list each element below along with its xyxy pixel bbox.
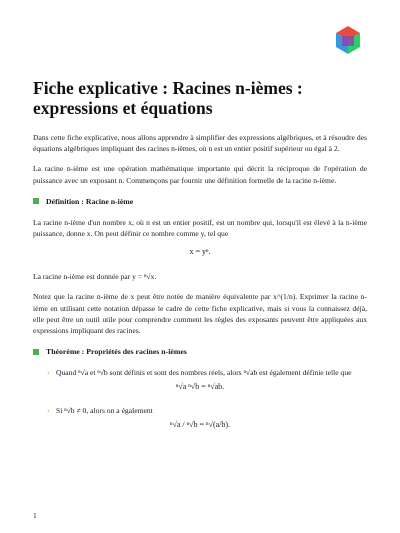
chevron-right-icon: › bbox=[47, 406, 50, 416]
theorem-heading bbox=[33, 347, 367, 356]
bullet-2-text: Si ⁿ√b ≠ 0, alors on a également bbox=[56, 406, 153, 416]
page-number: 1 bbox=[33, 511, 37, 520]
given-by-paragraph: La racine n-ième est donnée par y = ⁿ√x. bbox=[33, 272, 157, 282]
green-square-icon bbox=[33, 198, 39, 204]
page-title: Fiche explicative : Racines n-ièmes : expressions et équations bbox=[33, 78, 303, 118]
definition-heading-text: Définition : Racine n-ième bbox=[46, 196, 134, 206]
intro-paragraph-1: Dans cette fiche explicative, nous allons apprendre à simplifier des expressions algébriques, et à résoudre des équations algébriques impliquant des racines n-ièmes, où n est un entier positif supérieur ou égal à 2. bbox=[33, 133, 367, 154]
chevron-right-icon: › bbox=[47, 368, 50, 378]
theorem-bullet-2 bbox=[33, 405, 367, 416]
green-square-icon bbox=[33, 349, 39, 355]
intro-paragraph-2: La racine n-ième est une opération mathématique importante qui décrit la réciproque de l'opération de puissance avec un exposant n. Commençons par fournir une définition formelle de la racine n-ième. bbox=[33, 164, 367, 185]
theorem-bullet-1 bbox=[33, 367, 367, 378]
document-body bbox=[33, 78, 367, 452]
nagwa-logo-icon bbox=[334, 26, 362, 54]
definition-equation: x = yⁿ. bbox=[189, 247, 211, 257]
bullet-1-text: Quand ⁿ√a et ⁿ√b sont définis et sont des nombres réels, alors ⁿ√ab est également définie telle que bbox=[56, 368, 352, 378]
theorem-heading-text: Théorème : Propriétés des racines n-ièmes bbox=[46, 347, 187, 357]
definition-heading bbox=[33, 197, 367, 206]
bullet-2-equation: ⁿ√a / ⁿ√b = ⁿ√(a/b). bbox=[169, 420, 231, 430]
bullet-1-equation: ⁿ√a ⁿ√b = ⁿ√ab. bbox=[175, 382, 225, 392]
notation-paragraph: Notez que la racine n-ième de x peut être notée de manière équivalente par x^(1/n). Exprimer la racine n-ième en utilisant cette notation dépasse le cadre de cette fiche explicative, mais si vous la connaissez déjà, elle peut être un outil utile pour comprendre comment les règles des exposants peuvent être appliquées aux expressions impliquant des racines. bbox=[33, 292, 367, 336]
definition-paragraph: La racine n-ième d'un nombre x, où n est un entier positif, est un nombre qui, lorsqu'il est élevé à la n-ième puissance, donne x. On peut définir ce nombre comme y, tel que bbox=[33, 217, 367, 239]
